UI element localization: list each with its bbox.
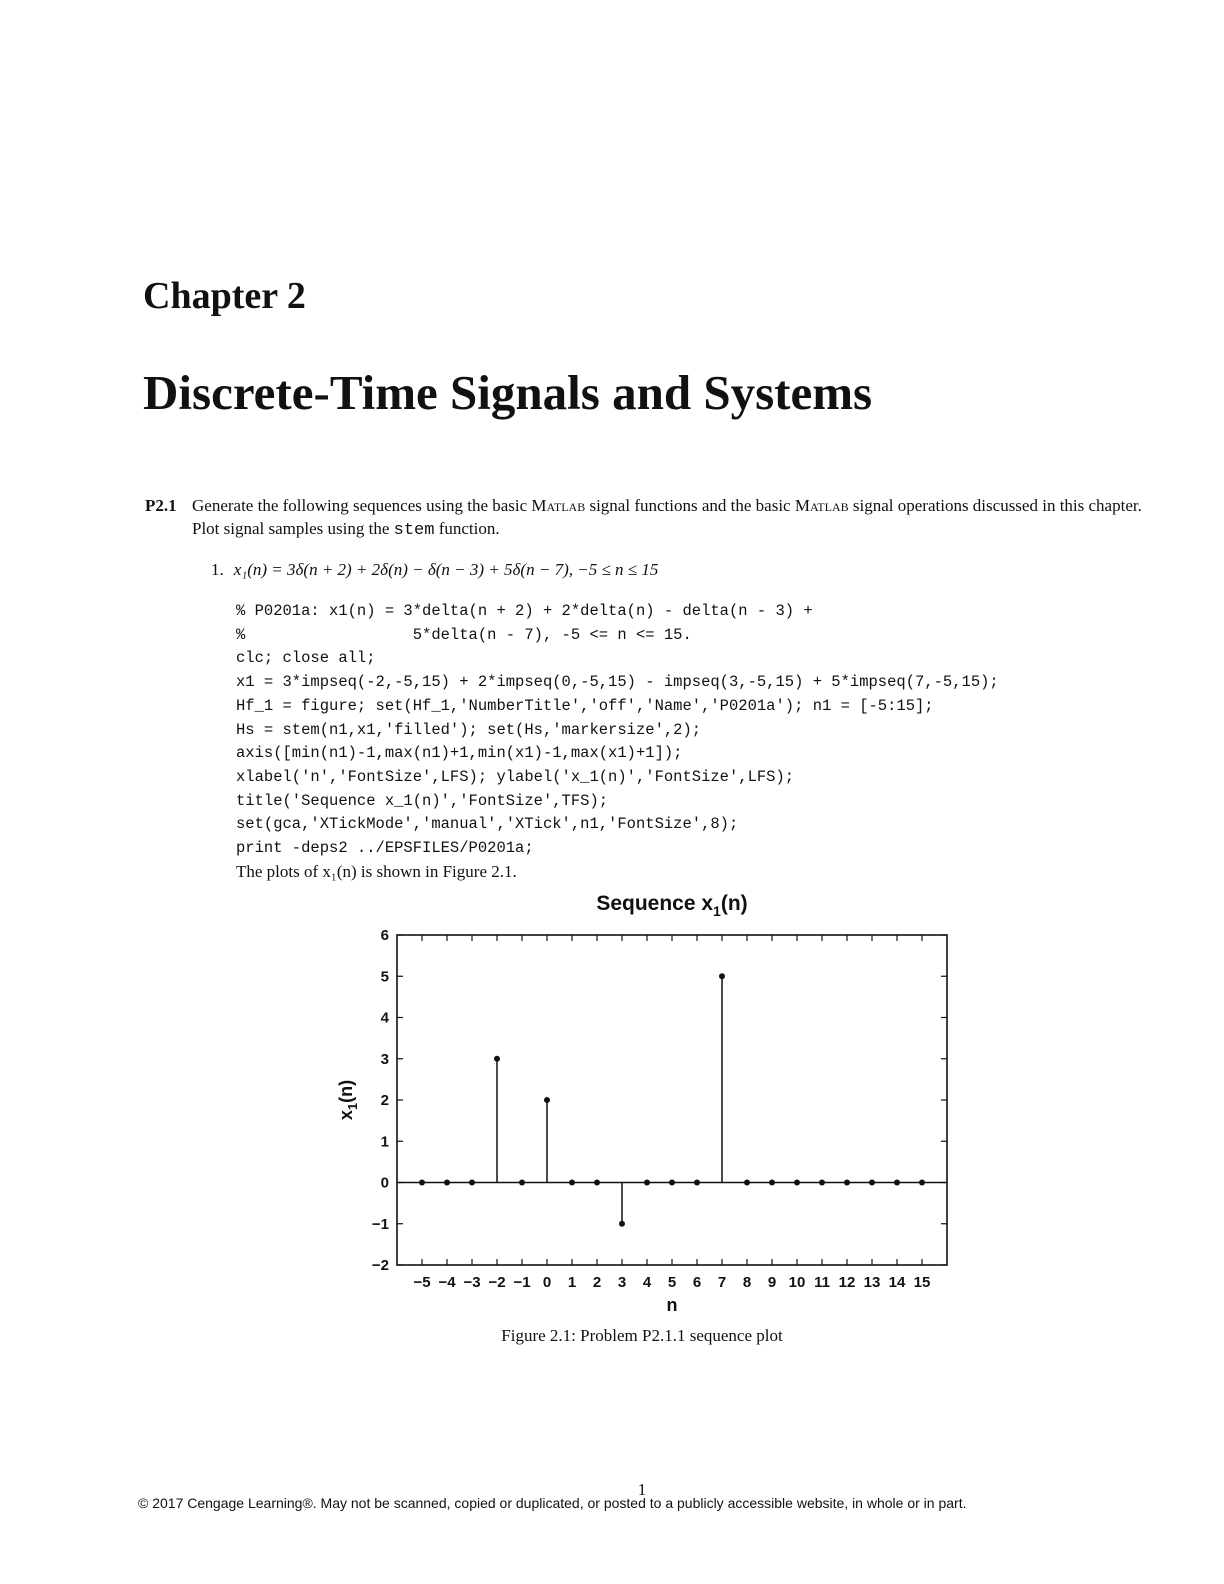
x-tick-label: −2 [488, 1274, 506, 1291]
y-axis-label: $x_1(n)$ [336, 1079, 360, 1121]
x-tick-label: −1 [513, 1274, 531, 1291]
x-axis-label: n [666, 1295, 678, 1315]
x-tick-label: 1 [567, 1274, 577, 1291]
stem-marker [869, 1180, 875, 1186]
chapter-title: Discrete-Time Signals and Systems [143, 365, 873, 420]
x-tick-label: 0 [542, 1274, 552, 1291]
x-tick-label: 11 [814, 1274, 830, 1291]
stem-marker [894, 1180, 900, 1186]
chart-title: Sequence $x_1(n)$ [596, 892, 748, 919]
stem-marker [919, 1180, 925, 1186]
x-tick-label: 7 [717, 1274, 727, 1291]
copyright-notice: © 2017 Cengage Learning®. May not be scanned, copied or duplicated, or posted to a publicly accessible website, in whole or in part. [138, 1495, 967, 1511]
equation: x₁(n) = 3δ(n + 2) + 2δ(n) − δ(n − 3) + 5δ(n − 7), −5 ≤ n ≤ 15 [233, 560, 659, 579]
x-tick-label: 3 [617, 1274, 627, 1291]
stem-marker [669, 1180, 675, 1186]
stem-marker [694, 1180, 700, 1186]
x-tick-label: 13 [863, 1274, 881, 1291]
plots-text: The plots of x₁(n) is shown in Figure 2.1. [236, 862, 517, 881]
x-tick-label: 14 [888, 1274, 906, 1291]
y-tick-label: 3 [380, 1050, 389, 1068]
stem-marker [569, 1180, 575, 1186]
problem-statement [145, 494, 1145, 542]
y-tick-label: 5 [380, 968, 389, 986]
y-tick-label: 0 [380, 1174, 389, 1192]
x-tick-label: −4 [438, 1274, 456, 1291]
y-tick-label: 1 [380, 1133, 389, 1151]
x-tick-label: 4 [642, 1274, 652, 1291]
figure-caption: Figure 2.1: Problem P2.1.1 sequence plot [501, 1326, 783, 1345]
x-tick-label: 12 [838, 1274, 856, 1291]
plot-frame [397, 935, 947, 1265]
stem-marker [744, 1180, 750, 1186]
y-tick-label: −2 [371, 1257, 389, 1274]
item-equation [211, 560, 658, 580]
stem-marker [719, 973, 725, 979]
x-tick-label: 6 [692, 1274, 702, 1291]
x-tick-label: 8 [742, 1274, 752, 1291]
x-tick-label: 9 [767, 1274, 777, 1291]
y-tick-label: 6 [380, 927, 389, 944]
matlab-code: % P0201a: x1(n) = 3*delta(n + 2) + 2*delta(n) - delta(n - 3) + % 5*delta(n - 7), -5 <= n <= 15. clc; close all; x1 = 3*impseq(-2,-5,15) + 2*impseq(0,-5,15) - impseq(3,-5,15) + 5*impseq(7,-5,15); Hf_1 = figure; set(Hf_1,'NumberTitle','off','Name','P0201a'); n1 = [-5:15]; Hs = stem(n1,x1,'filled'); set(Hs,'markersize',2); axis([min(n1)-1,max(n1)+1,min(x1)-1,max(x1)+1]); xlabel('n','FontSize',LFS); ylabel('x_1(n)','FontSize',LFS); title('Sequence x_1(n)','FontSize',TFS); set(gca,'XTickMode','manual','XTick',n1,'FontSize',8); print -deps2 ../EPSFILES/P0201a; [236, 602, 999, 858]
y-tick-label: −1 [371, 1215, 389, 1233]
stem-marker [419, 1180, 425, 1186]
y-tick-label: 2 [380, 1092, 389, 1109]
stem-marker [469, 1180, 475, 1186]
stem-marker [644, 1180, 650, 1186]
stem-marker [844, 1180, 850, 1186]
x-tick-label: −5 [413, 1274, 431, 1291]
problem-number: P2.1 [145, 496, 177, 515]
y-tick-label: 4 [380, 1009, 389, 1027]
stem-marker [494, 1056, 500, 1062]
stem-marker [444, 1180, 450, 1186]
x-tick-label: 5 [667, 1274, 677, 1291]
item-number: 1. [211, 560, 224, 579]
x-tick-label: 15 [913, 1274, 931, 1291]
x-tick-label: 2 [592, 1274, 602, 1291]
page-number: 1 [637, 1480, 647, 1499]
stem-chart [330, 880, 970, 1320]
x-tick-label: −3 [463, 1274, 481, 1291]
stem-marker [594, 1180, 600, 1186]
chapter-label: Chapter 2 [143, 275, 306, 317]
stem-marker [619, 1221, 625, 1227]
stem-marker [544, 1097, 550, 1103]
problem-text: Generate the following sequences using the basic Matlab signal functions and the basic Matlab signal operations discussed in this chapter. Plot signal samples using the stem function. [192, 496, 1142, 540]
stem-marker [519, 1180, 525, 1186]
stem-marker [794, 1180, 800, 1186]
stem-marker [819, 1180, 825, 1186]
x-tick-label: 10 [788, 1274, 806, 1291]
stem-marker [769, 1180, 775, 1186]
